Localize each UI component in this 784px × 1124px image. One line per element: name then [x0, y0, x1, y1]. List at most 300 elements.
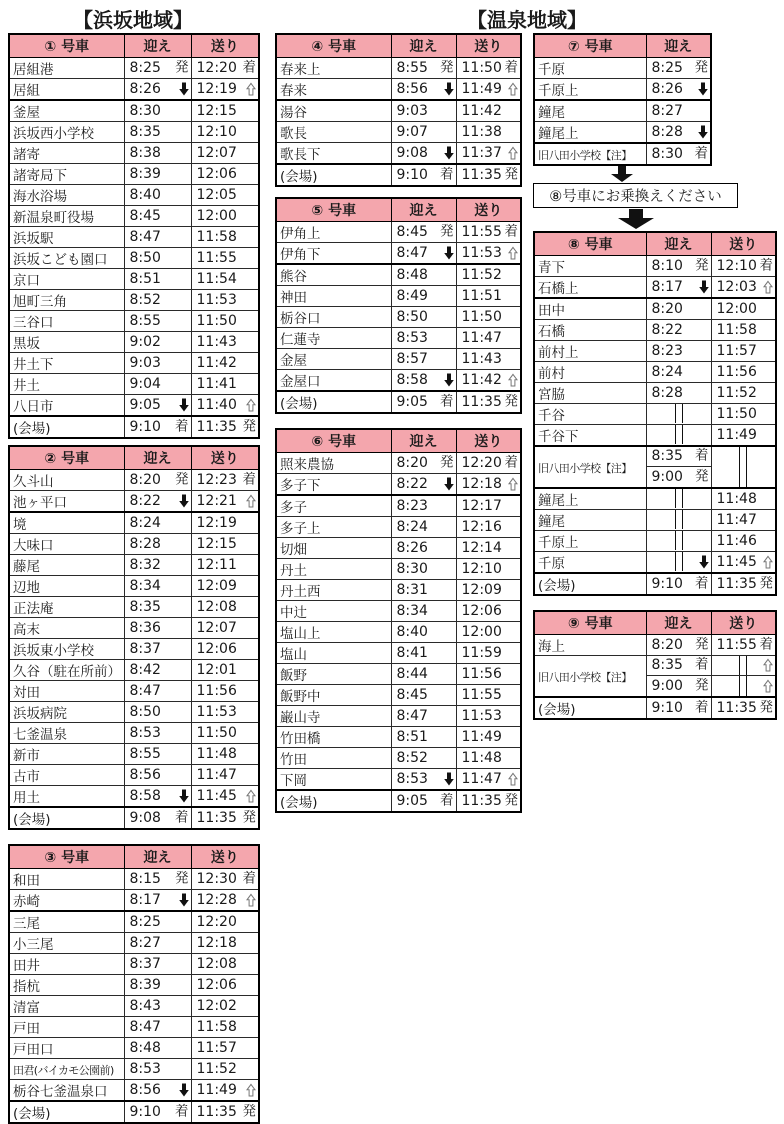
- time-value: 8:47: [396, 708, 428, 724]
- time-value: 8:56: [129, 1081, 161, 1098]
- up-arrow-mark: [246, 1083, 256, 1096]
- time-value: 8:45: [129, 208, 161, 224]
- dropoff-time-cell: [711, 382, 776, 403]
- pickup-time-cell: [124, 933, 191, 954]
- station-cell: [276, 370, 391, 392]
- time-value: 12:28: [196, 892, 237, 908]
- station-name: 千原: [538, 555, 565, 572]
- time-value: 11:52: [716, 384, 757, 401]
- table-row: [9, 79, 259, 101]
- table-row: [276, 243, 521, 265]
- time-value: 11:59: [461, 645, 502, 661]
- time-value: 8:30: [651, 145, 683, 162]
- header-row: [534, 232, 776, 256]
- dropoff-time-cell: [191, 290, 259, 311]
- table-row: [9, 996, 259, 1017]
- time-value: 11:58: [196, 229, 237, 245]
- time-value: 11:35: [461, 793, 502, 809]
- time-value: 8:36: [129, 620, 161, 636]
- station-cell: [9, 416, 124, 438]
- time-value: 11:40: [196, 397, 237, 413]
- time-value: 9:10: [396, 167, 428, 183]
- station-name: 旭町三角: [13, 294, 67, 310]
- up-arrow-mark: [246, 399, 256, 412]
- up-arrow-icon: [508, 478, 518, 491]
- station-name: 湯谷: [280, 105, 307, 121]
- dropoff-time-cell: [191, 470, 259, 491]
- pickup-time-cell: [391, 538, 456, 559]
- dropoff-header: 送り: [456, 198, 521, 222]
- down-arrow-mark: [179, 894, 189, 907]
- dropoff-time-cell: [711, 403, 776, 424]
- time-value: 8:28: [129, 536, 161, 552]
- time-value: 8:20: [129, 472, 161, 488]
- station-name: (会場): [13, 812, 51, 828]
- pickup-time-cell: [391, 164, 456, 186]
- car-number-header: ① 号車: [9, 34, 124, 58]
- table-row: [534, 424, 776, 446]
- station-cell: [9, 1059, 124, 1080]
- departure-mark: 発: [440, 59, 454, 76]
- time-value: 9:05: [396, 793, 428, 809]
- time-value: 8:23: [651, 342, 683, 359]
- table-row: [534, 143, 711, 165]
- down-arrow-icon: [179, 894, 189, 907]
- station-name: 正法庵: [13, 601, 54, 617]
- station-cell: [276, 286, 391, 307]
- time-value: 9:08: [129, 810, 161, 826]
- time-value: 8:20: [651, 300, 683, 317]
- dropoff-time-cell: [191, 206, 259, 227]
- down-arrow-mark: [179, 1083, 189, 1096]
- pickup-time-cell: [391, 643, 456, 664]
- table-row: [9, 890, 259, 912]
- dropoff-time-cell: [191, 311, 259, 332]
- pickup-time-cell: [391, 790, 456, 812]
- station-cell: [9, 681, 124, 702]
- pickup-time-cell: [646, 100, 711, 122]
- station-cell: [534, 488, 646, 510]
- pickup-time-cell: [391, 664, 456, 685]
- up-arrow-icon: [508, 83, 518, 96]
- down-arrow-icon: [179, 83, 189, 96]
- time-value: 12:09: [461, 582, 502, 598]
- time-value: 12:19: [196, 515, 237, 531]
- pickup-header: 迎え: [391, 429, 456, 453]
- station-name: 栃谷七釜温泉口: [13, 1083, 108, 1100]
- pickup-time-cell: [124, 555, 191, 576]
- station-name: 清富: [13, 1000, 40, 1016]
- station-cell: [276, 264, 391, 286]
- table-row: [9, 869, 259, 890]
- station-cell: [276, 143, 391, 165]
- down-arrow-icon: [610, 166, 634, 182]
- pickup-time-cell: [124, 597, 191, 618]
- down-arrow-icon: [444, 247, 454, 260]
- station-cell: [9, 954, 124, 975]
- pickup-time-cell: [646, 298, 711, 320]
- table-row: [276, 143, 521, 165]
- time-value: 9:02: [129, 334, 161, 350]
- table-row: [9, 1059, 259, 1080]
- table-row: [534, 509, 776, 530]
- pickup-time-cell: [124, 1059, 191, 1080]
- time-value: 11:47: [716, 511, 757, 528]
- time-value: 8:31: [396, 582, 428, 598]
- station-name: 居組: [13, 83, 40, 99]
- station-name: 新温泉町役場: [13, 210, 94, 226]
- dropoff-time-cell: [191, 597, 259, 618]
- table-row: [9, 1017, 259, 1038]
- down-arrow-icon: [179, 1083, 189, 1096]
- time-value: 11:51: [461, 288, 502, 304]
- transfer-note: ⑧号車にお乗換えください: [533, 183, 738, 208]
- pass-through-bars: [739, 676, 747, 696]
- station-cell: [9, 723, 124, 744]
- down-arrow-icon: [444, 773, 454, 786]
- pickup-time-cell: [124, 996, 191, 1017]
- dropoff-time-cell: [711, 424, 776, 446]
- station-name: 釜屋: [13, 105, 40, 121]
- station-cell: [9, 1101, 124, 1123]
- station-cell: [276, 790, 391, 812]
- station-name: 丹土西: [280, 584, 321, 600]
- time-value: 8:25: [651, 60, 683, 76]
- dropoff-header: 送り: [456, 34, 521, 58]
- station-name: 対田: [13, 685, 40, 701]
- dropoff-time-cell: [191, 807, 259, 829]
- down-arrow-icon: [699, 280, 709, 293]
- down-arrow-mark: [444, 374, 454, 387]
- time-value: 8:35: [129, 124, 161, 140]
- table-row: [276, 474, 521, 496]
- down-arrow-mark: [698, 126, 708, 139]
- pickup-time-cell: [646, 403, 711, 424]
- station-cell: [9, 639, 124, 660]
- table-row: [276, 100, 521, 122]
- table-row: [276, 580, 521, 601]
- time-value: 11:41: [196, 376, 237, 392]
- station-name: 神田: [280, 290, 307, 306]
- table-row: [534, 530, 776, 551]
- table-row: [9, 395, 259, 417]
- time-value: 11:46: [716, 532, 757, 549]
- pickup-time-cell: [646, 467, 711, 488]
- table-row: [534, 79, 711, 101]
- table-row: [276, 601, 521, 622]
- dropoff-time-cell: [711, 488, 776, 510]
- up-arrow-icon: [508, 374, 518, 387]
- station-name: 千原: [538, 62, 565, 78]
- station-name: 千原上: [538, 83, 579, 99]
- region-title-hamasaka: 【浜坂地域】: [73, 8, 193, 32]
- pickup-time-cell: [391, 122, 456, 143]
- station-cell: [534, 573, 646, 595]
- time-value: 8:58: [129, 788, 161, 804]
- table-row: [276, 664, 521, 685]
- time-value: 8:55: [129, 746, 161, 762]
- pickup-time-cell: [391, 517, 456, 538]
- time-value: 8:27: [129, 935, 161, 951]
- up-arrow-icon: [763, 280, 773, 293]
- station-cell: [534, 143, 646, 165]
- pickup-time-cell: [124, 58, 191, 79]
- dropoff-time-cell: [191, 681, 259, 702]
- pickup-time-cell: [391, 391, 456, 413]
- dropoff-header: 送り: [456, 429, 521, 453]
- dropoff-time-cell: [191, 100, 259, 122]
- station-name: 千谷下: [538, 428, 579, 445]
- station-cell: [9, 374, 124, 395]
- dropoff-time-cell: [191, 248, 259, 269]
- down-arrow-mark: [699, 555, 709, 568]
- station-cell: [276, 664, 391, 685]
- time-value: 11:37: [461, 145, 502, 161]
- onsen-column-1: [275, 33, 520, 813]
- station-cell: [534, 634, 646, 655]
- dropoff-time-cell: [191, 1101, 259, 1123]
- table-row: [9, 1038, 259, 1059]
- station-name: (会場): [280, 795, 318, 811]
- time-value: 8:24: [129, 515, 161, 531]
- station-name: 鐘尾: [538, 105, 565, 121]
- time-value: 11:49: [716, 426, 757, 443]
- time-value: 12:11: [196, 557, 237, 573]
- station-name: 中辻: [280, 605, 307, 621]
- table-row: [9, 660, 259, 681]
- car-number-header: ④ 号車: [276, 34, 391, 58]
- table-row: [534, 298, 776, 320]
- car-number-header: ③ 号車: [9, 845, 124, 869]
- up-arrow-icon: [763, 555, 773, 568]
- table-row: [276, 164, 521, 186]
- dropoff-time-cell: [456, 622, 521, 643]
- dropoff-time-cell: [711, 255, 776, 276]
- station-name: 仁蓮寺: [280, 332, 321, 348]
- time-value: 12:10: [196, 124, 237, 140]
- dropoff-time-cell: [191, 618, 259, 639]
- station-cell: [9, 890, 124, 912]
- time-value: 8:48: [396, 267, 428, 283]
- pickup-time-cell: [391, 495, 456, 517]
- dropoff-time-cell: [711, 530, 776, 551]
- dropoff-time-cell: [456, 474, 521, 496]
- time-value: 11:35: [196, 1103, 237, 1120]
- dropoff-time-cell: [456, 349, 521, 370]
- down-arrow-icon: [616, 209, 656, 229]
- station-cell: [9, 79, 124, 101]
- timetable-6: [275, 428, 522, 813]
- station-cell: [9, 744, 124, 765]
- pickup-header: 迎え: [391, 34, 456, 58]
- time-value: 8:34: [129, 578, 161, 594]
- up-arrow-icon: [246, 1083, 256, 1096]
- pickup-header: 迎え: [646, 34, 711, 58]
- time-value: 11:43: [196, 334, 237, 350]
- time-value: 8:32: [129, 557, 161, 573]
- down-arrow-mark: [179, 399, 189, 412]
- dropoff-time-cell: [191, 512, 259, 534]
- station-cell: [534, 403, 646, 424]
- dropoff-time-cell: [456, 307, 521, 328]
- time-value: 12:08: [196, 599, 237, 615]
- departure-mark: 発: [695, 677, 709, 693]
- station-cell: [9, 911, 124, 933]
- dropoff-time-cell: [456, 243, 521, 265]
- transfer-arrow-top: [533, 166, 710, 182]
- dropoff-time-cell: [191, 639, 259, 660]
- time-value: 8:30: [396, 561, 428, 577]
- table-row: [9, 122, 259, 143]
- station-cell: [9, 996, 124, 1017]
- station-cell: [276, 622, 391, 643]
- pickup-time-cell: [646, 340, 711, 361]
- time-value: 11:50: [196, 313, 237, 329]
- time-value: 11:58: [196, 1019, 237, 1035]
- down-arrow-icon: [179, 399, 189, 412]
- time-value: 9:00: [651, 677, 683, 694]
- pickup-time-cell: [391, 727, 456, 748]
- station-cell: [276, 727, 391, 748]
- dropoff-time-cell: [711, 551, 776, 573]
- table-row: [9, 416, 259, 438]
- station-name: 千谷: [538, 407, 565, 424]
- dropoff-time-cell: [456, 164, 521, 186]
- pickup-time-cell: [124, 1017, 191, 1038]
- time-value: 8:48: [129, 1040, 161, 1056]
- station-cell: [276, 307, 391, 328]
- time-value: 8:41: [396, 645, 428, 661]
- time-value: 8:22: [396, 476, 428, 492]
- pickup-time-cell: [391, 622, 456, 643]
- down-arrow-icon: [444, 478, 454, 491]
- station-name: 熊谷: [280, 269, 307, 285]
- station-cell: [534, 655, 646, 697]
- station-cell: [276, 243, 391, 265]
- pickup-time-cell: [646, 424, 711, 446]
- pickup-time-cell: [646, 551, 711, 573]
- car-number-header: ⑧ 号車: [534, 232, 646, 256]
- time-value: 11:42: [461, 103, 502, 119]
- pickup-time-cell: [124, 639, 191, 660]
- down-arrow-mark: [699, 280, 709, 293]
- station-cell: [9, 618, 124, 639]
- table-row: [9, 512, 259, 534]
- up-arrow-icon: [508, 247, 518, 260]
- up-arrow-mark: [763, 659, 773, 672]
- dropoff-time-cell: [711, 276, 776, 298]
- time-value: 8:53: [129, 1060, 161, 1077]
- table-row: [9, 744, 259, 765]
- station-cell: [534, 298, 646, 320]
- time-value: 12:10: [716, 257, 757, 274]
- station-cell: [9, 869, 124, 890]
- dropoff-time-cell: [191, 890, 259, 912]
- time-value: 12:16: [461, 519, 502, 535]
- pickup-time-cell: [391, 243, 456, 265]
- dropoff-time-cell: [191, 122, 259, 143]
- table-row: [276, 453, 521, 474]
- table-row: [9, 227, 259, 248]
- station-cell: [9, 227, 124, 248]
- table-row: [276, 328, 521, 349]
- pickup-time-cell: [646, 676, 711, 697]
- time-value: 8:52: [129, 292, 161, 308]
- time-value: 9:07: [396, 124, 428, 140]
- time-value: 11:48: [716, 490, 757, 507]
- station-name: 新市: [13, 748, 40, 764]
- station-name: 塩山: [280, 647, 307, 663]
- time-value: 11:57: [716, 342, 757, 359]
- time-value: 8:30: [129, 103, 161, 119]
- timetable-1: [8, 33, 260, 439]
- departure-mark: 発: [175, 471, 189, 488]
- pickup-time-cell: [391, 685, 456, 706]
- station-cell: [9, 1017, 124, 1038]
- station-name: 飯野中: [280, 689, 321, 705]
- time-value: 12:06: [196, 977, 237, 993]
- departure-mark: 発: [242, 1102, 256, 1119]
- up-arrow-mark: [508, 247, 518, 260]
- pickup-time-cell: [391, 286, 456, 307]
- down-arrow-mark: [179, 790, 189, 803]
- station-name: 三谷口: [13, 315, 54, 331]
- time-value: 11:58: [716, 321, 757, 338]
- station-cell: [534, 424, 646, 446]
- dropoff-time-cell: [456, 643, 521, 664]
- station-cell: [9, 100, 124, 122]
- time-value: 8:39: [129, 977, 161, 993]
- pickup-time-cell: [124, 143, 191, 164]
- pickup-time-cell: [124, 576, 191, 597]
- table-row: [276, 307, 521, 328]
- station-name: 旧八田小学校【注】: [538, 149, 632, 163]
- table-row: [276, 559, 521, 580]
- time-value: 11:35: [716, 699, 757, 716]
- pickup-time-cell: [124, 975, 191, 996]
- time-value: 8:51: [129, 271, 161, 287]
- station-name: (会場): [280, 169, 318, 185]
- time-value: 9:04: [129, 376, 161, 392]
- time-value: 8:53: [129, 725, 161, 741]
- time-value: 11:55: [461, 687, 502, 703]
- down-arrow-mark: [444, 247, 454, 260]
- departure-mark: 発: [759, 574, 773, 591]
- down-arrow-mark: [444, 773, 454, 786]
- arrival-mark: 着: [440, 166, 454, 183]
- dropoff-time-cell: [456, 538, 521, 559]
- pickup-time-cell: [646, 530, 711, 551]
- pickup-time-cell: [124, 869, 191, 890]
- car-number-header: ⑤ 号車: [276, 198, 391, 222]
- table-row: [534, 573, 776, 595]
- time-value: 12:05: [196, 187, 237, 203]
- station-cell: [276, 685, 391, 706]
- pickup-header: 迎え: [646, 232, 711, 256]
- time-value: 11:53: [461, 245, 502, 261]
- time-value: 11:35: [461, 167, 502, 183]
- departure-mark: 発: [242, 809, 256, 826]
- station-cell: [9, 185, 124, 206]
- time-value: 8:49: [396, 288, 428, 304]
- table-row: [9, 164, 259, 185]
- pickup-time-cell: [391, 143, 456, 165]
- up-arrow-icon: [246, 894, 256, 907]
- pickup-time-cell: [391, 222, 456, 243]
- time-value: 12:18: [461, 476, 502, 492]
- station-name: 浜坂西小学校: [13, 126, 94, 142]
- time-value: 12:18: [196, 935, 237, 951]
